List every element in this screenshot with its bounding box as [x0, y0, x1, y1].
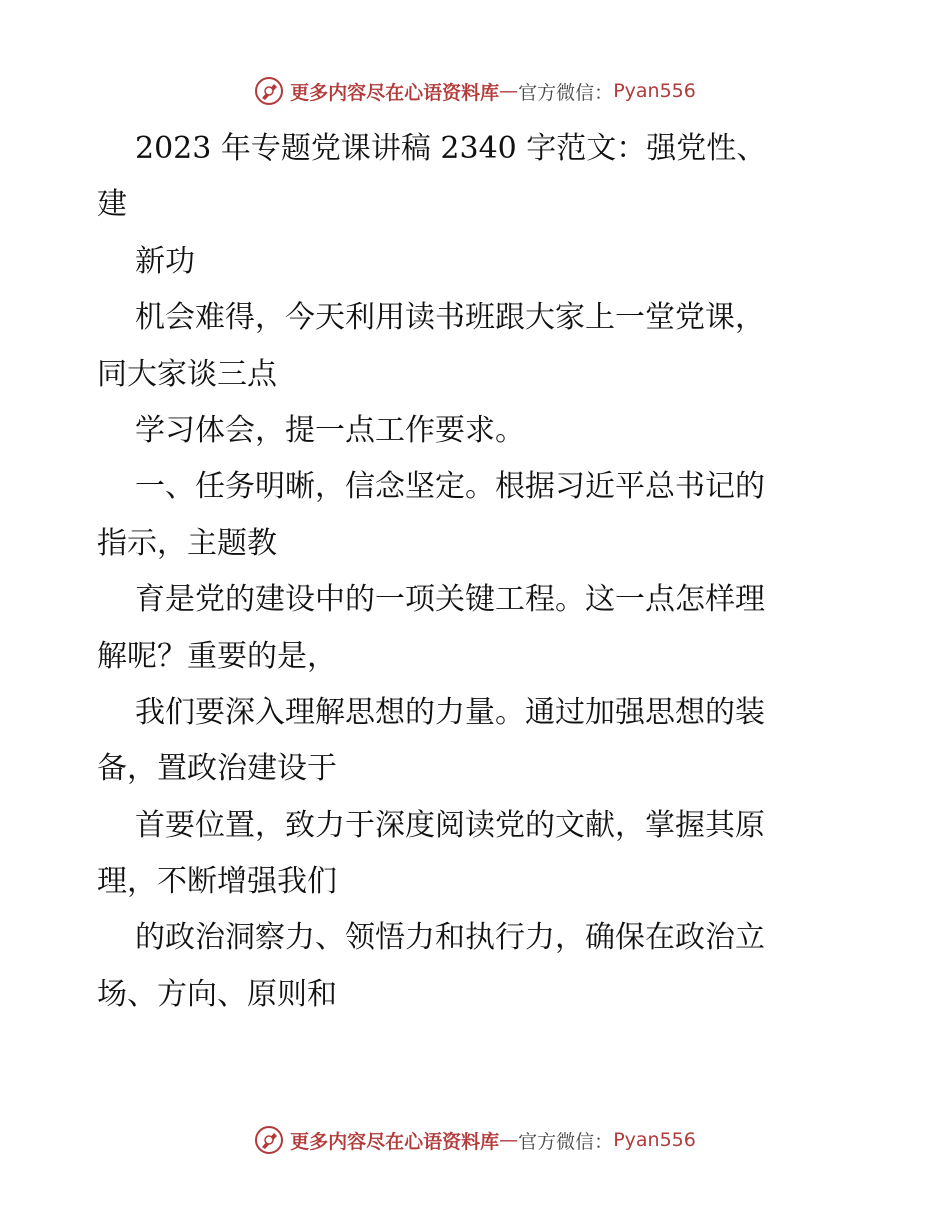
document-line: 育是党的建设中的一项关键工程。这一点怎样理 [135, 582, 765, 618]
document-line: 指示，主题教 [97, 525, 277, 561]
footer-watermark [0, 1120, 950, 1160]
document-line: 解呢？重要的是， [97, 638, 337, 674]
document-line: 的政治洞察力、领悟力和执行力，确保在政治立 [135, 920, 765, 956]
document-line: 一、任务明晰，信念坚定。根据习近平总书记的 [135, 469, 765, 505]
document-body [97, 121, 857, 1023]
watermark-separator: — [499, 1129, 519, 1151]
watermark-site-text: 更多内容尽在心语资料库 [290, 1130, 500, 1153]
watermark-separator: — [499, 80, 519, 102]
document-line: 学习体会，提一点工作要求。 [135, 412, 525, 448]
quill-seal-icon [254, 1125, 284, 1155]
watermark-wechat-id: Pyan556 [613, 80, 696, 102]
watermark-wechat-label: 官方微信： [518, 1130, 614, 1153]
watermark-wechat-id: Pyan556 [613, 1129, 696, 1151]
header-watermark [0, 71, 950, 111]
document-line: 建 [97, 187, 127, 223]
quill-seal-icon [254, 76, 284, 106]
document-line: 备，置政治建设于 [97, 751, 337, 787]
watermark-wechat-label: 官方微信： [518, 81, 614, 104]
document-line: 新功 [135, 243, 195, 279]
document-line: 理，不断增强我们 [97, 864, 337, 900]
document-line: 首要位置，致力于深度阅读党的文献，掌握其原 [135, 807, 765, 843]
document-line: 2023 年专题党课讲稿 2340 字范文：强党性、 [135, 131, 767, 166]
document-line: 我们要深入理解思想的力量。通过加强思想的装 [135, 694, 765, 730]
document-line: 场、方向、原则和 [97, 976, 337, 1012]
watermark-site-text: 更多内容尽在心语资料库 [290, 81, 500, 104]
document-line: 同大家谈三点 [97, 356, 277, 392]
document-line: 机会难得，今天利用读书班跟大家上一堂党课， [135, 300, 765, 336]
